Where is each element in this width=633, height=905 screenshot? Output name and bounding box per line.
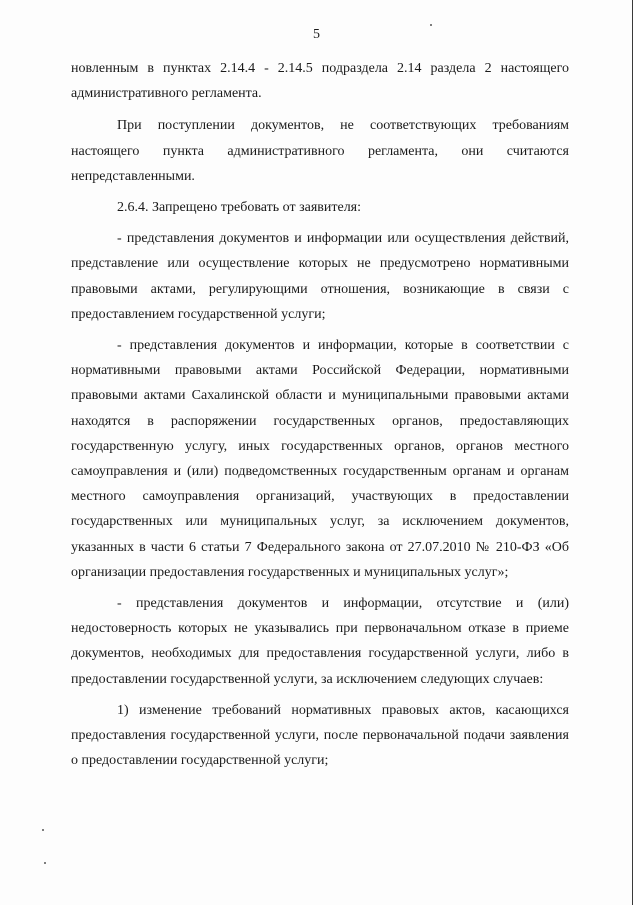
paragraph-list-item-3: - представления документов и информации, отсутствие и (или) недостоверность которых не указывались при первоначальном отказе в приеме документов, необходимых для предоставления государственной услуги, либо в предоставлении государственной услуги, за исключением следующих случаев: xyxy=(71,596,569,687)
paragraph-continuation: новленным в пунктах 2.14.4 - 2.14.5 подраздела 2.14 раздела 2 настоящего административного регламента. xyxy=(71,61,569,102)
page-number: 5 xyxy=(313,27,320,42)
paragraph-document-requirements: При поступлении документов, не соответствующих требованиям настоящего пункта административного регламента, они считаются непредставленными. xyxy=(71,118,569,184)
paragraph-exception-1: 1) изменение требований нормативных правовых актов, касающихся предоставления государственной услуги, после первоначальной подачи заявления о предоставлении государственной услуги; xyxy=(71,702,569,769)
scan-speck xyxy=(42,829,44,831)
paragraph-section-heading: 2.6.4. Запрещено требовать от заявителя: xyxy=(117,200,362,216)
paragraph-list-item-2: - представления документов и информации, которые в соответствии с нормативными правовыми актами Российской Федерации, нормативными правовыми актами Сахалинской области и муниципальными правовыми актами находятся в распоряжении государственных органов, предоставляющих государственную услугу, иных государственных органов, органов местного самоуправления и (или) подведомственных государственным органам и органам местного самоуправления организаций, участвующих в предоставлении государственных или муниципальных услуг, за исключением документов, указанных в части 6 статьи 7 Федерального закона от 27.07.2010 № 210-ФЗ «Об организации предоставления государственных и муниципальных услуг»; xyxy=(71,338,569,580)
document-body xyxy=(71,56,569,773)
paragraph-list-item-1: - представления документов и информации или осуществления действий, представление или осуществление которых не предусмотрено нормативными правовыми актами, регулирующими отношения, возникающие в связи с предоставлением государственной услуги; xyxy=(71,231,569,322)
scan-speck xyxy=(430,24,432,26)
scan-speck xyxy=(44,862,46,864)
